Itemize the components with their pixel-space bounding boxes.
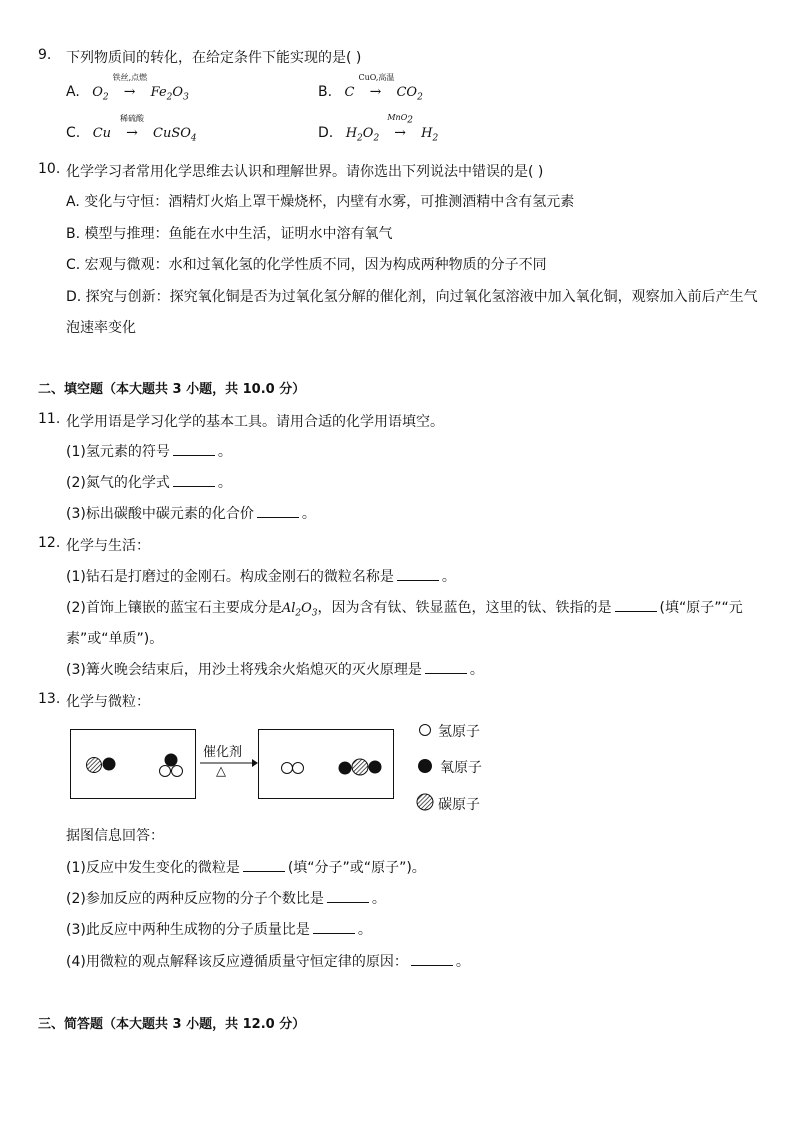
reaction-arrow: 稀硫酸 → xyxy=(120,114,145,141)
q10-number: 10. xyxy=(38,161,61,177)
reactants-box xyxy=(70,729,196,799)
answer-blank[interactable] xyxy=(257,517,299,518)
legend-carbon: 碳原子 xyxy=(438,797,480,813)
q12-part-2-continued: 素”或“单质”)。 xyxy=(66,631,164,647)
heat-symbol: △ xyxy=(216,764,226,779)
formula: C CuO,高温 → $CO_2$ xyxy=(344,73,423,103)
q13-intro: 据图信息回答： xyxy=(66,828,164,844)
q10-option-a[interactable]: A. 变化与守恒：酒精灯火焰上罩干燥烧杯，内壁有水雾，可推测酒精中含有氢元素 xyxy=(66,194,575,210)
product-molecules xyxy=(259,730,393,798)
answer-blank[interactable] xyxy=(327,902,369,903)
q12-number: 12. xyxy=(38,535,61,551)
q12-part-2: (2)首饰上镶嵌的蓝宝石主要成分是$Al_2O_3$，因为含有钛、铁显蓝色，这里的钛、铁指的是 (填“原子”“元 xyxy=(66,600,743,619)
formula: Cu 稀硫酸 → CuSO$_4$ xyxy=(92,114,197,144)
q9-option-a[interactable] xyxy=(66,73,189,103)
reaction-arrow: 铁丝,点燃 → xyxy=(112,73,148,100)
legend-oxygen: 氧原子 xyxy=(440,760,482,776)
q10-option-c[interactable]: C. 宏观与微观：水和过氧化氢的化学性质不同，因为构成两种物质的分子不同 xyxy=(66,257,547,273)
q12-stem: 化学与生活： xyxy=(66,538,150,554)
q11-part-1: (1)氢元素的符号 。 xyxy=(66,444,232,460)
q13-stem: 化学与微粒： xyxy=(66,694,150,710)
answer-blank[interactable] xyxy=(173,486,215,487)
reaction-arrow xyxy=(196,758,258,768)
q12-part-1: (1)钻石是打磨过的金刚石。构成金刚石的微粒名称是 。 xyxy=(66,569,456,585)
q9-option-c[interactable] xyxy=(66,114,197,144)
answer-blank[interactable] xyxy=(615,611,657,612)
option-label: C. xyxy=(66,125,81,141)
legend-hydrogen: 氢原子 xyxy=(438,724,480,740)
methane-like-molecule xyxy=(87,758,116,773)
option-label: A. xyxy=(66,84,80,100)
q9-stem: 下列物质间的转化，在给定条件下能实现的是( ) xyxy=(66,50,362,66)
hydrogen-molecule xyxy=(282,763,304,774)
formula: $O_2$ 铁丝,点燃 → $Fe_2O_3$ xyxy=(92,73,189,103)
q11-stem: 化学用语是学习化学的基本工具。请用合适的化学用语填空。 xyxy=(66,414,444,430)
option-label: B. xyxy=(318,84,333,100)
answer-blank[interactable] xyxy=(411,965,453,966)
q11-number: 11. xyxy=(38,411,61,427)
reaction-arrow: CuO,高温 → xyxy=(358,73,395,100)
q10-option-d[interactable]: D. 探究与创新：探究氧化铜是否为过氧化氢分解的催化剂，向过氧化氢溶液中加入氧化铜，观察加入前后产生气 xyxy=(66,289,758,305)
answer-blank[interactable] xyxy=(397,580,439,581)
q11-part-2: (2)氮气的化学式 。 xyxy=(66,475,232,491)
q9-option-d[interactable] xyxy=(318,113,439,144)
option-label: D. xyxy=(318,125,334,141)
q13-part-3: (3)此反应中两种生成物的分子质量比是 。 xyxy=(66,922,372,938)
formula: $H_2O_2$ MnO$_2$ → $H_2$ xyxy=(345,113,439,144)
hydrogen-atom-icon xyxy=(414,720,436,740)
section-heading: 三、简答题（本大题共 3 小题，共 12.0 分） xyxy=(38,1017,306,1032)
q13-part-4: (4)用微粒的观点解释该反应遵循质量守恒定律的原因： 。 xyxy=(66,954,470,970)
reaction-arrow: MnO$_2$ → xyxy=(387,113,413,141)
answer-blank[interactable] xyxy=(243,871,285,872)
reactant-molecules xyxy=(71,730,195,798)
q12-part-3: (3)篝火晚会结束后，用沙土将残余火焰熄灭的灭火原理是 。 xyxy=(66,662,484,678)
oxygen-atom-icon xyxy=(414,756,436,776)
products-box xyxy=(258,729,394,799)
section-heading: 二、填空题（本大题共 3 小题，共 10.0 分） xyxy=(38,382,306,397)
q13-part-2: (2)参加反应的两种反应物的分子个数比是 。 xyxy=(66,891,386,907)
q11-part-3: (3)标出碳酸中碳元素的化合价 。 xyxy=(66,506,316,522)
q10-option-b[interactable]: B. 模型与推理：鱼能在水中生活，证明水中溶有氧气 xyxy=(66,226,393,242)
q10-option-d-continued: 泡速率变化 xyxy=(66,320,136,336)
q10-stem: 化学学习者常用化学思维去认识和理解世界。请你选出下列说法中错误的是( ) xyxy=(66,164,544,180)
answer-blank[interactable] xyxy=(425,673,467,674)
carbon-dioxide-molecule xyxy=(339,759,382,775)
q9-number: 9. xyxy=(38,47,52,63)
answer-blank[interactable] xyxy=(173,455,215,456)
catalyst-label: 催化剂 xyxy=(203,745,243,760)
carbon-atom-icon xyxy=(413,791,437,813)
reactant-molecule-2 xyxy=(160,754,183,777)
answer-blank[interactable] xyxy=(313,933,355,934)
q9-option-b[interactable] xyxy=(318,73,423,103)
q13-part-1: (1)反应中发生变化的微粒是 (填“分子”或“原子”)。 xyxy=(66,860,426,876)
q13-number: 13. xyxy=(38,691,61,707)
